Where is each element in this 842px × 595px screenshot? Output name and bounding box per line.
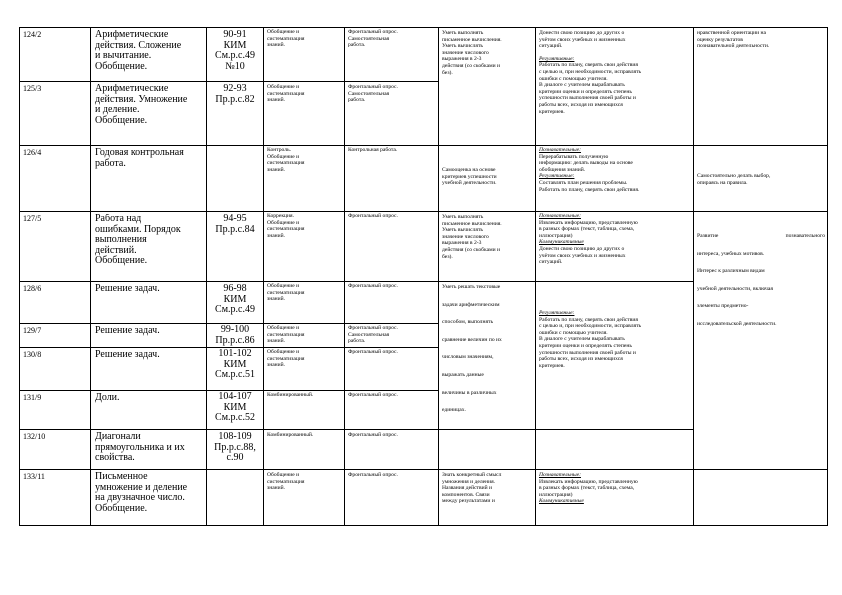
subject-results: Уметь решать текстовые задачи арифметическим способом, выполнять сравнение величин по их числовым значениям, выражать данные величины в различных единицах. <box>442 284 502 414</box>
control-form: Фронтальный опрос. <box>348 349 398 355</box>
control-form: Фронтальный опрос. <box>348 283 398 289</box>
lesson-topic: Диагонали прямоугольника и их свойства. <box>95 432 185 464</box>
control-form: Фронтальный опрос. <box>348 213 398 219</box>
textbook-pages: 90-91 КИМ См.р.с.49 №10 <box>215 30 255 72</box>
row-number: 129/7 <box>23 326 42 335</box>
personal-results: Развитие познавательного интереса, учебных мотивов. Интерес к различным видам учебной деятельности, включая элементы предметно- исследовательской деятельности. <box>697 233 825 327</box>
uud-results: Познавательные: Извлекать информацию, представленную в разных формах (текст, таблица, схема, иллюстрация) Коммуникативные Донести свою позицию до других о учётом своих учебных и жизненных ситуаций. <box>539 213 638 266</box>
control-form: Фронтальный опрос. Самостоятельная работа. <box>348 84 398 104</box>
lesson-topic: Решение задач. <box>95 326 160 336</box>
textbook-pages: 92-93 Пр.р.с.82 <box>215 84 255 105</box>
row-number: 128/6 <box>23 284 42 293</box>
lesson-topic: Арифметические действия. Сложение и вычитание. Обобщение. <box>95 30 182 72</box>
textbook-pages: 104-107 КИМ См.р.с.52 <box>215 392 255 424</box>
lesson-topic: Доли. <box>95 393 120 403</box>
lesson-plan-table <box>19 27 828 526</box>
lesson-topic: Работа над ошибками. Порядок выполнения действий. Обобщение. <box>95 214 181 267</box>
textbook-pages: 94-95 Пр.р.с.84 <box>215 214 255 235</box>
lesson-type: Комбинированный. <box>267 432 314 438</box>
lesson-topic: Годовая контрольная работа. <box>95 148 184 169</box>
lesson-type: Обобщение и систематизация знаний. <box>267 84 305 104</box>
row-number: 124/2 <box>23 30 42 39</box>
subject-results: Самооценка на основе критериев успешности учебной деятельности. <box>442 167 497 187</box>
textbook-pages: 96-98 КИМ См.р.с.49 <box>215 284 255 316</box>
control-form: Фронтальный опрос. Самостоятельная работа. <box>348 325 398 345</box>
lesson-topic: Решение задач. <box>95 350 160 360</box>
uud-results: Регулятивные: Работать по плану, сверять свои действия с целью и, при необходимости, исправлять ошибки с помощью учителя. В диалоге с учителем вырабатывать критерии оценки и определять степень успешности выполнения своей работы и работы всех, исходя из имеющихся критериев. <box>539 310 642 369</box>
lesson-topic: Арифметические действия. Умножение и деление. Обобщение. <box>95 84 188 126</box>
lesson-type: Обобщение и систематизация знаний. <box>267 349 305 369</box>
row-number: 126/4 <box>23 148 42 157</box>
control-form: Фронтальный опрос. <box>348 432 398 438</box>
uud-results: Донести свою позицию до других о учётом своих учебных и жизненных ситуаций. Регулятивные: Работать по плану, сверять свои действия с целью и, при необходимости, исправлять ошибки с помощью учителя. В диалоге с учителем вырабатывать критерии оценки и определять степень успешности выполнения своей работы и работы всех, исходя из имеющихся критериев. <box>539 30 642 115</box>
row-number: 131/9 <box>23 393 42 402</box>
row-number: 127/5 <box>23 214 42 223</box>
row-number: 132/10 <box>23 432 46 441</box>
personal-results: нравственной ориентации на оценку результатов познавательной деятельности. <box>697 30 770 50</box>
control-form: Фронтальный опрос. Самостоятельная работа. <box>348 29 398 49</box>
uud-results: Познавательные: Извлекать информацию, представленную в разных формах (текст, таблица, схема, иллюстрация) Коммуникативные <box>539 472 638 505</box>
lesson-type: Комбинированный. <box>267 392 314 398</box>
lesson-type: Контроль. Обобщение и систематизация знаний. <box>267 147 305 173</box>
subject-results: Уметь выполнять письменное вычисления. Уметь вычислять значение числового выражения в 2-3 действия (со скобками и без). <box>442 214 502 260</box>
subject-results: Знать конкретный смысл умножения и деления. Названия действий и компонентов. Связи между результатами и <box>442 472 502 505</box>
lesson-type: Обобщение и систематизация знаний. <box>267 283 305 303</box>
row-number: 130/8 <box>23 350 42 359</box>
control-form: Фронтальный опрос. <box>348 392 398 398</box>
uud-results: Познавательные: Перерабатывать полученную информацию: делать выводы на основе обобщения знаний. Регулятивные: Составлять план решения проблемы. Работать по плану, сверять свои действия. <box>539 147 640 193</box>
row-number: 133/11 <box>23 472 45 481</box>
control-form: Контрольная работа. <box>348 147 398 153</box>
lesson-topic: Решение задач. <box>95 284 160 294</box>
personal-results: Самостоятельно делать выбор, опираясь на правила. <box>697 173 771 186</box>
lesson-type: Коррекция. Обобщение и систематизация знаний. <box>267 213 305 239</box>
lesson-type: Обобщение и систематизация знаний. <box>267 29 305 49</box>
lesson-topic: Письменное умножение и деление на двузначное число. Обобщение. <box>95 472 188 514</box>
lesson-type: Обобщение и систематизация знаний. <box>267 325 305 345</box>
subject-results: Уметь выполнять письменное вычисления. Уметь вычислять значение числового выражения в 2-3 действия (со скобками и без). <box>442 30 502 76</box>
control-form: Фронтальный опрос. <box>348 472 398 478</box>
row-number: 125/3 <box>23 84 42 93</box>
textbook-pages: 99-100 Пр.р.с.86 <box>215 325 255 346</box>
textbook-pages: 108-109 Пр.р.с.88, с.90 <box>214 432 256 464</box>
lesson-type: Обобщение и систематизация знаний. <box>267 472 305 492</box>
textbook-pages: 101-102 КИМ См.р.с.51 <box>215 349 255 381</box>
